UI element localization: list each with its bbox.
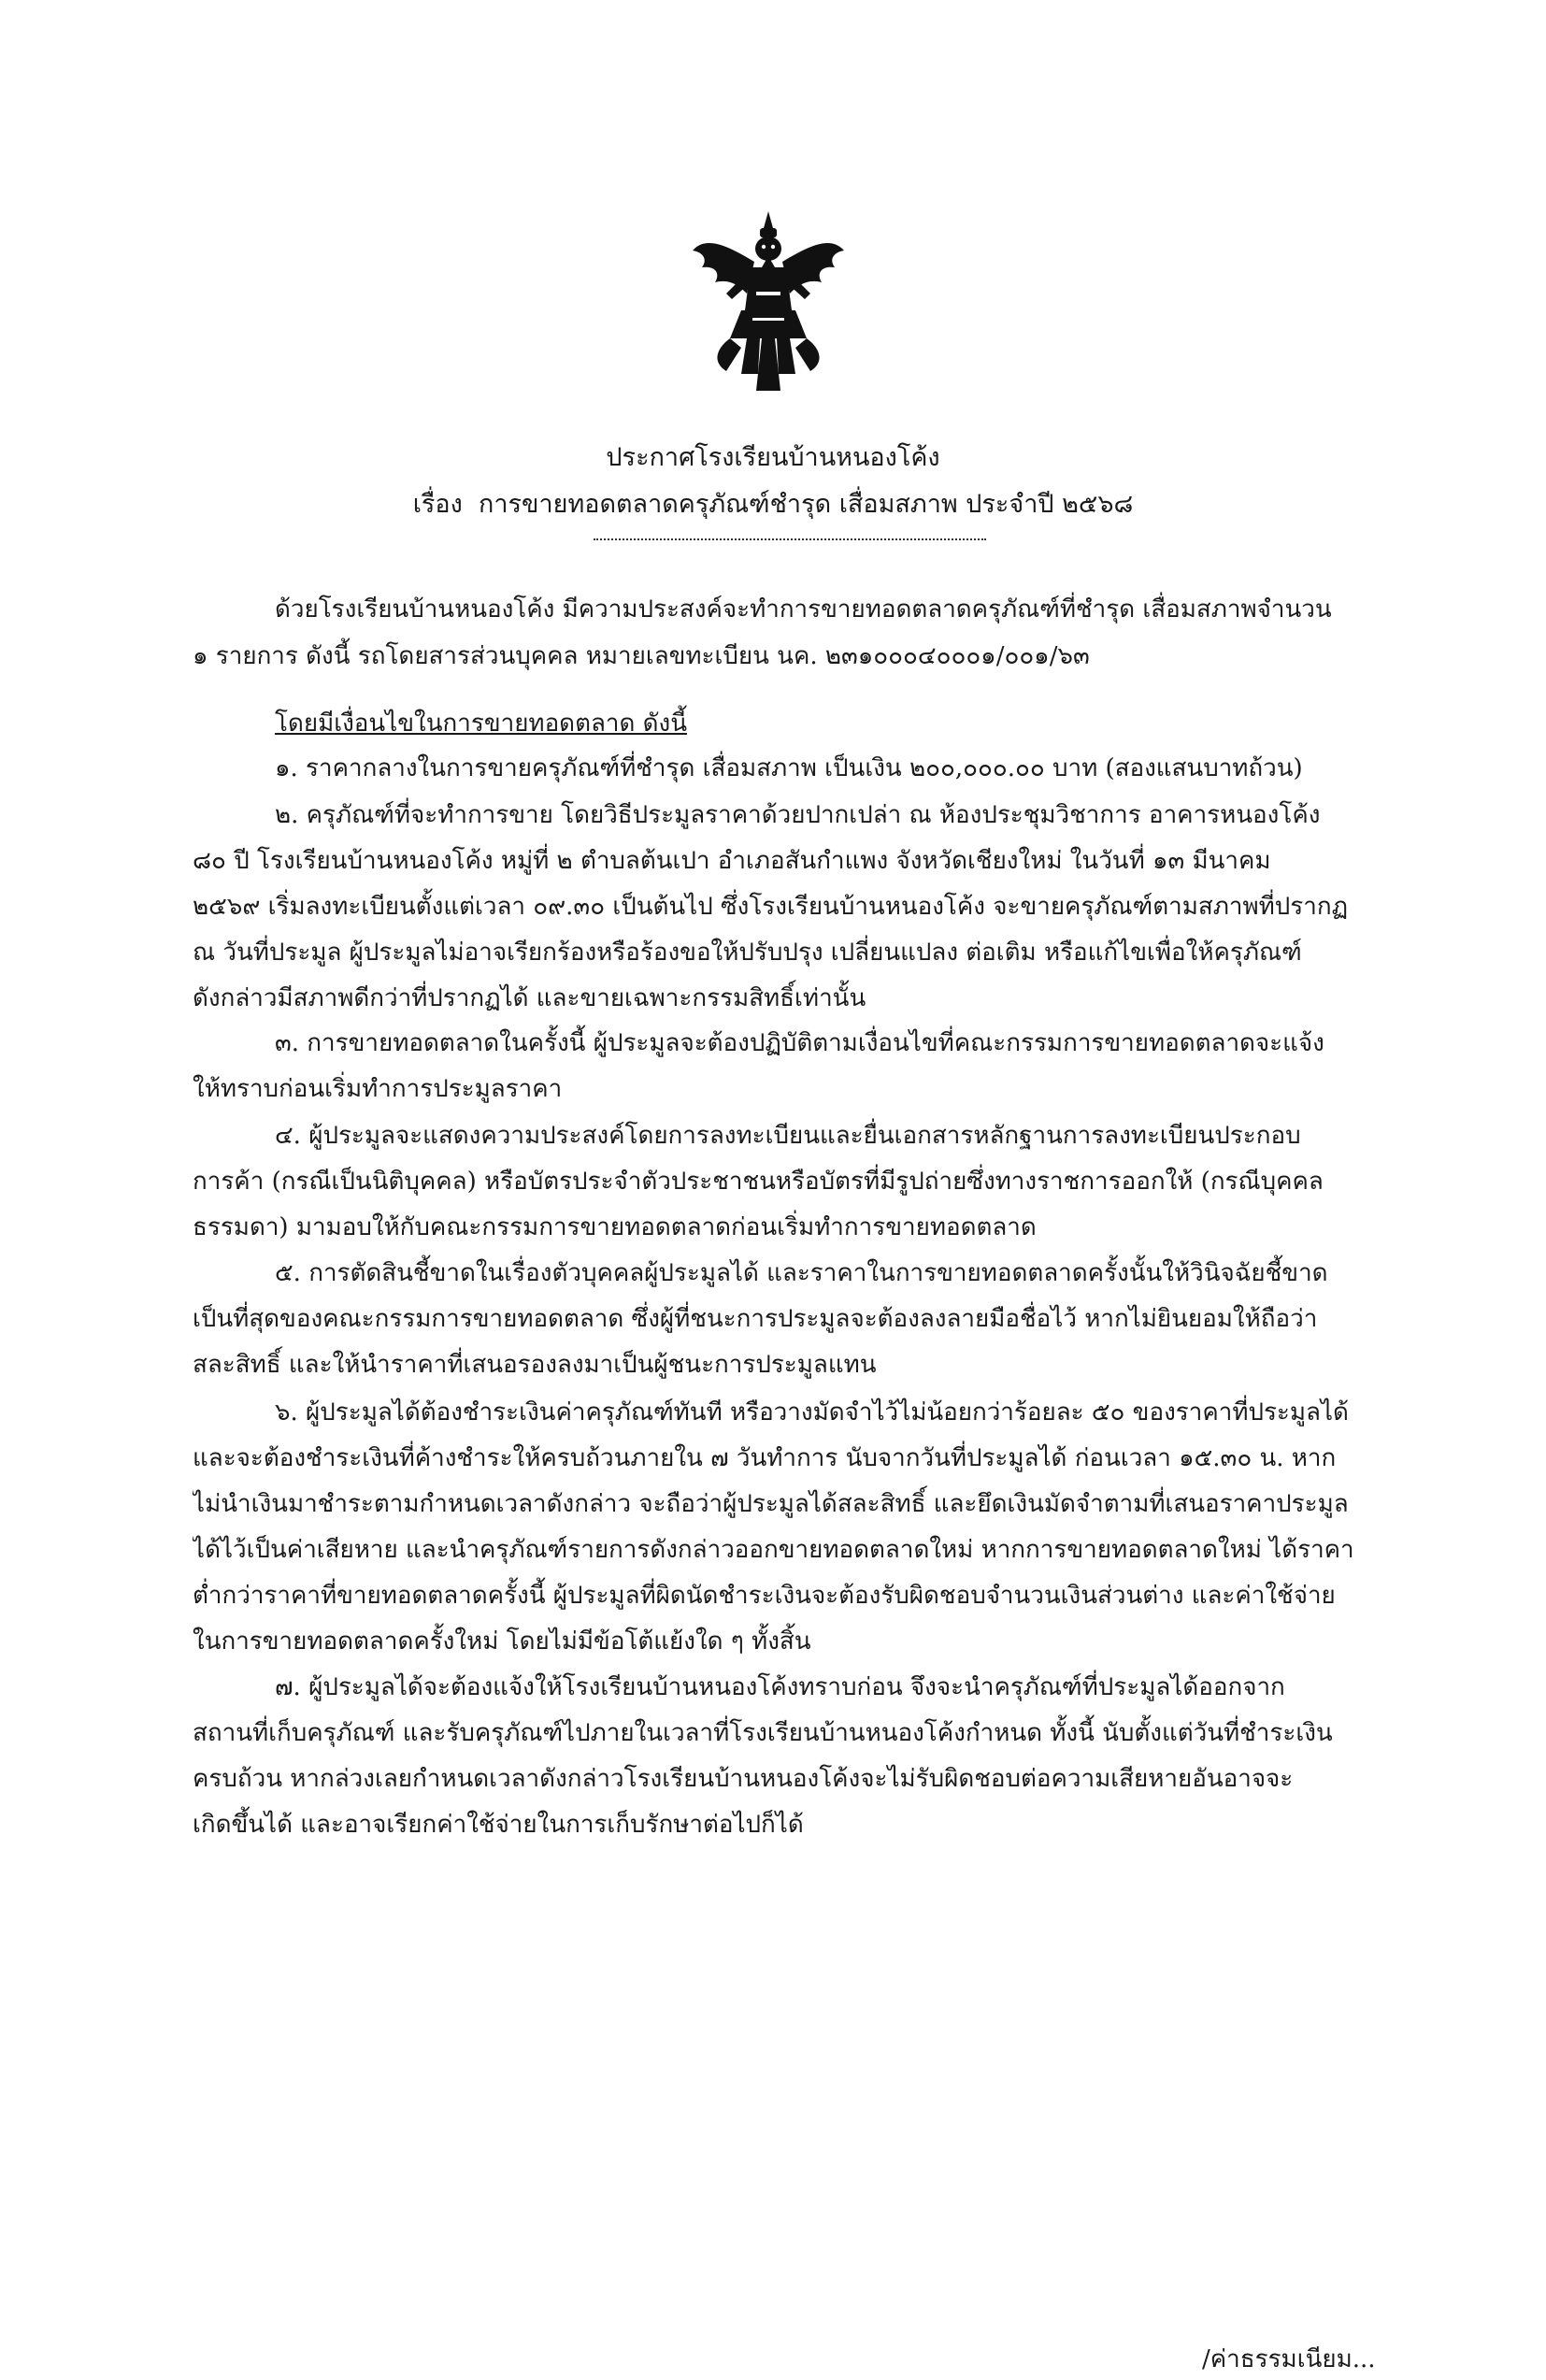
clause-2-line-5: ดังกล่าวมีสภาพดีกว่าที่ปรากฏได้ และขายเฉพาะกรรมสิทธิ์เท่านั้น (193, 984, 866, 1012)
clause-2-line-2: ๘๐ ปี โรงเรียนบ้านหนองโค้ง หมู่ที่ ๒ ตำบลต้นเปา อำเภอสันกำแพง จังหวัดเชียงใหม่ ในวันที่ ๑๓ มีนาคม (193, 847, 1271, 875)
clause-5-first-line: ๕. การตัดสินชี้ขาดในเรื่องตัวบุคคลผู้ประมูลได้ และราคาในการขายทอดตลาดครั้งนั้นให้วินิจฉัยชี้ขาด (275, 1259, 1328, 1287)
clause-4-first-line: ๔. ผู้ประมูลจะแสดงความประสงค์โดยการลงทะเบียนและยื่นเอกสารหลักฐานการลงทะเบียนประกอบ (275, 1122, 1301, 1150)
clause-6-line-3: ไม่นำเงินมาชำระตามกำหนดเวลาดังกล่าว จะถือว่าผู้ประมูลได้สละสิทธิ์ และยึดเงินมัดจำตามที่เสนอราคาประมูล (193, 1490, 1349, 1518)
clause-3-line-2: ให้ทราบก่อนเริ่มทำการประมูลราคา (193, 1075, 563, 1103)
clause-5-line-2: เป็นที่สุดของคณะกรรมการขายทอดตลาด ซึ่งผู้ที่ชนะการประมูลจะต้องลงลายมือชื่อไว้ หากไม่ยินยอมให้ถือว่า (193, 1305, 1318, 1333)
clause-6-line-4: ได้ไว้เป็นค่าเสียหาย และนำครุภัณฑ์รายการดังกล่าวออกขายทอดตลาดใหม่ หากการขายทอดตลาดใหม่ ได้ราคา (193, 1536, 1354, 1564)
announcement-title: ประกาศโรงเรียนบ้านหนองโค้ง (606, 443, 940, 472)
clause-3-first-line: ๓. การขายทอดตลาดในครั้งนี้ ผู้ประมูลจะต้องปฏิบัติตามเงื่อนไขที่คณะกรรมการขายทอดตลาดจะแจ้ง (275, 1029, 1324, 1057)
clause-7-line-4: เกิดขึ้นได้ และอาจเรียกค่าใช้จ่ายในการเก็บรักษาต่อไปก็ได้ (193, 1811, 804, 1839)
intro-line-2: ๑ รายการ ดังนี้ รถโดยสารส่วนบุคคล หมายเลขทะเบียน นค. ๒๓๑๐๐๐๔๐๐๐๑/๐๐๑/๖๓ (193, 642, 1090, 670)
clause-5-line-3: สละสิทธิ์ และให้นำราคาที่เสนอรองลงมาเป็นผู้ชนะการประมูลแทน (193, 1351, 877, 1379)
clause-4-line-2: การค้า (กรณีเป็นนิติบุคคล) หรือบัตรประจำตัวประชาชนหรือบัตรที่มีรูปถ่ายซึ่งทางราชการออกให้ (กรณีบุคคล (193, 1168, 1324, 1196)
clause-7-line-2: สถานที่เก็บครุภัณฑ์ และรับครุภัณฑ์ไปภายในเวลาที่โรงเรียนบ้านหนองโค้งกำหนด ทั้งนี้ นับตั้งแต่วันที่ชำระเงิน (193, 1719, 1333, 1747)
clause-6-first-line: ๖. ผู้ประมูลได้ต้องชำระเงินค่าครุภัณฑ์ทันที หรือวางมัดจำไว้ไม่น้อยกว่าร้อยละ ๕๐ ของราคาที่ประมูลได้ (275, 1398, 1349, 1427)
title-divider (594, 538, 986, 540)
garuda-emblem-icon (689, 208, 848, 394)
clause-6-line-5: ต่ำกว่าราคาที่ขายทอดตลาดครั้งนี้ ผู้ประมูลที่ผิดนัดชำระเงินจะต้องรับผิดชอบจำนวนเงินส่วนต่าง และค่าใช้จ่าย (193, 1582, 1336, 1610)
clause-2-first-line: ๒. ครุภัณฑ์ที่จะทำการขาย โดยวิธีประมูลราคาด้วยปากเปล่า ณ ห้องประชุมวิชาการ อาคารหนองโค้ง (275, 801, 1321, 829)
clause-1-first-line: ๑. ราคากลางในการขายครุภัณฑ์ที่ชำรุด เสื่อมสภาพ เป็นเงิน ๒๐๐,๐๐๐.๐๐ บาท (สองแสนบาทถ้วน) (275, 754, 1303, 782)
clause-2-line-4: ณ วันที่ประมูล ผู้ประมูลไม่อาจเรียกร้องหรือร้องขอให้ปรับปรุง เปลี่ยนแปลง ต่อเติม หรือแก้ไขเพื่อให้ครุภัณฑ์ (193, 939, 1302, 967)
continuation-note: /ค่าธรรมเนียม... (1202, 2345, 1376, 2373)
subject-text: การขายทอดตลาดครุภัณฑ์ชำรุด เสื่อมสภาพ ประจำปี ๒๕๖๘ (479, 490, 1134, 519)
clause-4-line-3: ธรรมดา) มามอบให้กับคณะกรรมการขายทอดตลาดก่อนเริ่มทำการขายทอดตลาด (193, 1213, 1037, 1241)
clause-7-first-line: ๗. ผู้ประมูลได้จะต้องแจ้งให้โรงเรียนบ้านหนองโค้งทราบก่อน จึงจะนำครุภัณฑ์ที่ประมูลได้ออกจาก (275, 1673, 1285, 1701)
intro-line-1: ด้วยโรงเรียนบ้านหนองโค้ง มีความประสงค์จะทำการขายทอดตลาดครุภัณฑ์ที่ชำรุด เสื่อมสภาพจำนวน (275, 595, 1332, 624)
clause-6-line-6: ในการขายทอดตลาดครั้งใหม่ โดยไม่มีข้อโต้แย้งใด ๆ ทั้งสิ้น (193, 1627, 811, 1656)
subject-label: เรื่อง (412, 490, 463, 519)
conditions-heading: โดยมีเงื่อนไขในการขายทอดตลาด ดังนี้ (275, 710, 687, 738)
clause-6-line-2: และจะต้องชำระเงินที่ค้างชำระให้ครบถ้วนภายใน ๗ วันทำการ นับจากวันที่ประมูลได้ ก่อนเวลา ๑๕.๓๐ น. หาก (193, 1444, 1337, 1472)
clause-7-line-3: ครบถ้วน หากล่วงเลยกำหนดเวลาดังกล่าวโรงเรียนบ้านหนองโค้งจะไม่รับผิดชอบต่อความเสียหายอันอาจจะ (193, 1765, 1294, 1793)
announcement-subject (0, 486, 1546, 523)
clause-2-line-3: ๒๕๖๙ เริ่มลงทะเบียนตั้งแต่เวลา ๐๙.๓๐ เป็นต้นไป ซึ่งโรงเรียนบ้านหนองโค้ง จะขายครุภัณฑ์ตามสภาพที่ปรากฏ (193, 893, 1349, 921)
